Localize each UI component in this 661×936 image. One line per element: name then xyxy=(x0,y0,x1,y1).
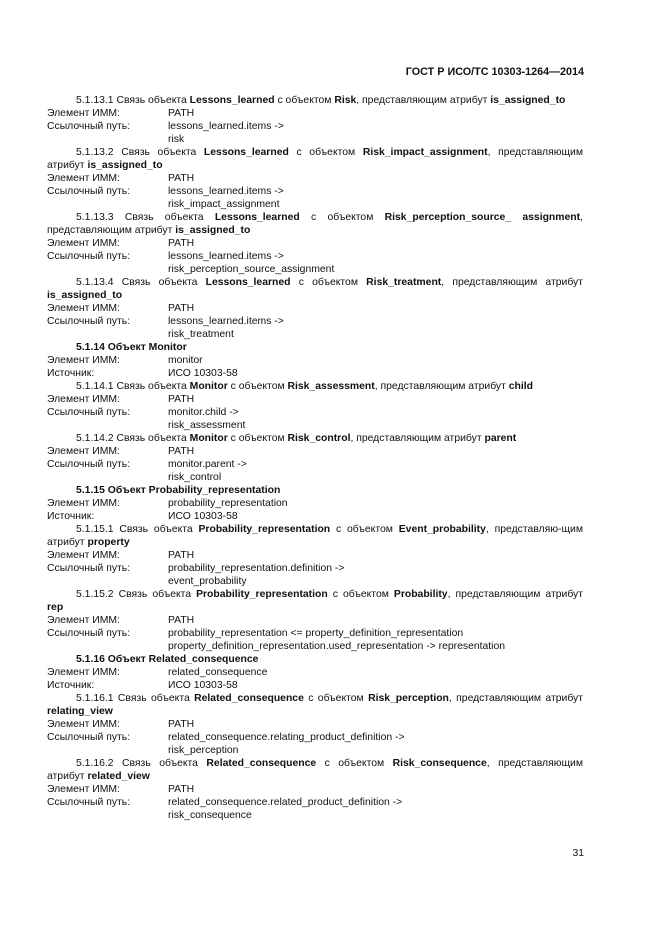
relationship-paragraph: 5.1.16.2 Связь объекта Related_consequence с объектом Risk_consequence, представляющим атрибут related_view xyxy=(47,758,583,782)
mapping-continuation: risk_consequence xyxy=(168,810,252,821)
mapping-label: Ссылочный путь: xyxy=(47,459,131,470)
section-heading: 5.1.16 Объект Related_consequence xyxy=(76,654,259,665)
page-number: 31 xyxy=(572,848,584,859)
mapping-label: Ссылочный путь: xyxy=(47,251,131,262)
mapping-value: related_consequence.relating_product_definition -> xyxy=(168,732,405,743)
mapping-value: probability_representation xyxy=(168,498,288,509)
mapping-row xyxy=(47,510,583,523)
mapping-value: PATH xyxy=(168,615,195,626)
mapping-row xyxy=(47,666,583,679)
mapping-label: Элемент ИММ: xyxy=(47,355,120,366)
mapping-label: Ссылочный путь: xyxy=(47,797,131,808)
relationship-paragraph: 5.1.13.2 Связь объекта Lessons_learned с объектом Risk_impact_assignment, представляющим атрибут is_assigned_to xyxy=(47,147,583,171)
mapping-value: PATH xyxy=(168,238,195,249)
mapping-row xyxy=(47,445,583,458)
document-body xyxy=(47,94,583,822)
mapping-row xyxy=(47,497,583,510)
mapping-value: lessons_learned.items -> xyxy=(168,251,284,262)
mapping-label: Элемент ИММ: xyxy=(47,446,120,457)
mapping-label: Элемент ИММ: xyxy=(47,784,120,795)
mapping-row xyxy=(47,783,583,796)
mapping-continuation: risk_perception_source_assignment xyxy=(168,264,335,275)
relationship-paragraph: 5.1.13.3 Связь объекта Lessons_learned с объектом Risk_perception_source_ assignment, представляющим атрибут is_assigned_to xyxy=(47,212,583,236)
mapping-label: Элемент ИММ: xyxy=(47,238,120,249)
mapping-label: Источник: xyxy=(47,511,95,522)
mapping-continuation: risk_control xyxy=(168,472,222,483)
mapping-row xyxy=(47,458,583,471)
mapping-value: probability_representation <= property_definition_representation xyxy=(168,628,464,639)
mapping-value: PATH xyxy=(168,550,195,561)
mapping-label: Элемент ИММ: xyxy=(47,108,120,119)
mapping-row xyxy=(47,796,583,809)
mapping-row xyxy=(47,250,583,263)
mapping-value: related_consequence xyxy=(168,667,268,678)
mapping-row xyxy=(47,393,583,406)
mapping-row xyxy=(47,120,583,133)
mapping-value: lessons_learned.items -> xyxy=(168,186,284,197)
mapping-value: lessons_learned.items -> xyxy=(168,121,284,132)
mapping-value: PATH xyxy=(168,719,195,730)
mapping-label: Элемент ИММ: xyxy=(47,550,120,561)
mapping-row xyxy=(47,354,583,367)
mapping-label: Элемент ИММ: xyxy=(47,498,120,509)
mapping-label: Ссылочный путь: xyxy=(47,186,131,197)
document-header: ГОСТ Р ИСО/ТС 10303-1264—2014 xyxy=(405,66,584,78)
mapping-value: ИСО 10303-58 xyxy=(168,511,238,522)
relationship-paragraph: 5.1.13.4 Связь объекта Lessons_learned с объектом Risk_treatment, представляющим атрибут is_assigned_to xyxy=(47,277,583,301)
mapping-value: ИСО 10303-58 xyxy=(168,368,238,379)
mapping-label: Источник: xyxy=(47,368,95,379)
mapping-label: Элемент ИММ: xyxy=(47,394,120,405)
mapping-label: Ссылочный путь: xyxy=(47,732,131,743)
mapping-label: Элемент ИММ: xyxy=(47,303,120,314)
relationship-paragraph: 5.1.16.1 Связь объекта Related_consequence с объектом Risk_perception, представляющим атрибут relating_view xyxy=(47,693,583,717)
mapping-row xyxy=(47,718,583,731)
mapping-label: Источник: xyxy=(47,680,95,691)
relationship-paragraph: 5.1.14.2 Связь объекта Monitor с объектом Risk_control, представляющим атрибут parent xyxy=(76,433,517,444)
mapping-row xyxy=(47,107,583,120)
mapping-label: Элемент ИММ: xyxy=(47,719,120,730)
mapping-value: PATH xyxy=(168,784,195,795)
relationship-paragraph: 5.1.15.1 Связь объекта Probability_representation с объектом Event_probability, представляю-щим атрибут property xyxy=(47,524,583,548)
mapping-row xyxy=(47,562,583,575)
mapping-value: PATH xyxy=(168,446,195,457)
mapping-value: monitor.child -> xyxy=(168,407,239,418)
mapping-row xyxy=(47,406,583,419)
mapping-value: PATH xyxy=(168,108,195,119)
mapping-row xyxy=(47,549,583,562)
mapping-row xyxy=(47,185,583,198)
section-heading: 5.1.14 Объект Monitor xyxy=(76,342,187,353)
mapping-continuation: risk_impact_assignment xyxy=(168,199,280,210)
mapping-value: lessons_learned.items -> xyxy=(168,316,284,327)
mapping-value: PATH xyxy=(168,303,195,314)
mapping-value: ИСО 10303-58 xyxy=(168,680,238,691)
relationship-paragraph: 5.1.13.1 Связь объекта Lessons_learned с объектом Risk, представляющим атрибут is_assigned_to xyxy=(76,95,566,106)
relationship-paragraph: 5.1.15.2 Связь объекта Probability_representation с объектом Probability, представляющим атрибут rep xyxy=(47,589,583,613)
relationship-paragraph: 5.1.14.1 Связь объекта Monitor с объектом Risk_assessment, представляющим атрибут child xyxy=(76,381,534,392)
mapping-row xyxy=(47,172,583,185)
mapping-label: Ссылочный путь: xyxy=(47,316,131,327)
mapping-label: Элемент ИММ: xyxy=(47,667,120,678)
mapping-row xyxy=(47,302,583,315)
mapping-value: monitor xyxy=(168,355,203,366)
mapping-value: PATH xyxy=(168,394,195,405)
mapping-row xyxy=(47,367,583,380)
mapping-row xyxy=(47,679,583,692)
mapping-row xyxy=(47,627,583,640)
mapping-value: probability_representation.definition -> xyxy=(168,563,345,574)
mapping-row xyxy=(47,731,583,744)
mapping-continuation: event_probability xyxy=(168,576,247,587)
section-heading: 5.1.15 Объект Probability_representation xyxy=(76,485,281,496)
mapping-row xyxy=(47,614,583,627)
mapping-label: Элемент ИММ: xyxy=(47,173,120,184)
mapping-label: Ссылочный путь: xyxy=(47,407,131,418)
mapping-row xyxy=(47,315,583,328)
mapping-value: PATH xyxy=(168,173,195,184)
mapping-label: Ссылочный путь: xyxy=(47,563,131,574)
mapping-value: monitor.parent -> xyxy=(168,459,247,470)
mapping-label: Ссылочный путь: xyxy=(47,628,131,639)
mapping-value: related_consequence.related_product_definition -> xyxy=(168,797,403,808)
mapping-label: Ссылочный путь: xyxy=(47,121,131,132)
mapping-label: Элемент ИММ: xyxy=(47,615,120,626)
mapping-continuation: risk_assessment xyxy=(168,420,246,431)
mapping-row xyxy=(47,237,583,250)
mapping-continuation: risk_perception xyxy=(168,745,239,756)
mapping-continuation: risk xyxy=(168,134,185,145)
mapping-continuation: property_definition_representation.used_representation -> representation xyxy=(168,641,506,652)
mapping-continuation: risk_treatment xyxy=(168,329,234,340)
